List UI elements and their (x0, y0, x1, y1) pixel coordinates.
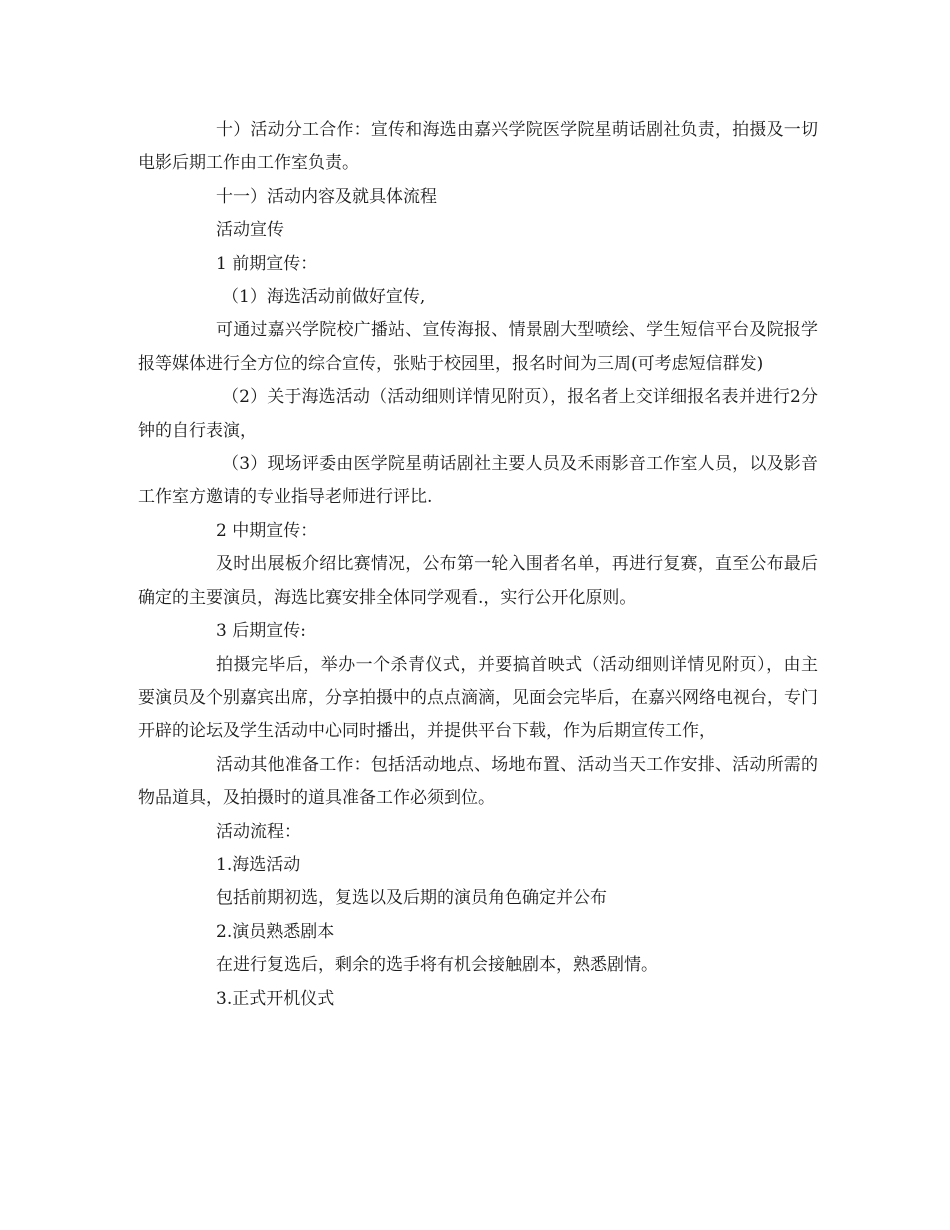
paragraph-judges: （3）现场评委由医学院星萌话剧社主要人员及禾雨影音工作室人员，以及影音工作室方邀请的专业指导老师进行评比. (138, 454, 818, 508)
heading-activity-process: 活动流程： (216, 821, 301, 842)
paragraph-division-of-work: 十）活动分工合作：宣传和海选由嘉兴学院医学院星萌话剧社负责，拍摄及一切电影后期工作由工作室负责。 (138, 120, 818, 174)
heading-promotion: 活动宣传 (216, 220, 284, 241)
step-script-detail: 在进行复选后，剩余的选手将有机会接触剧本，熟悉剧情。 (216, 955, 658, 976)
step-opening-ceremony: 3.正式开机仪式 (216, 988, 335, 1009)
paragraph-media-channels: 可通过嘉兴学院校广播站、宣传海报、情景剧大型喷绘、学生短信平台及院报学报等媒体进行全方位的综合宣传，张贴于校园里，报名时间为三周(可考虑短信群发) (138, 320, 818, 374)
heading-early-promotion: 1 前期宣传： (216, 253, 318, 274)
paragraph-mid-promotion: 及时出展板介绍比赛情况，公布第一轮入围者名单，再进行复赛，直至公布最后确定的主要演员，海选比赛安排全体同学观看.，实行公开化原则。 (138, 554, 818, 608)
step-audition: 1.海选活动 (216, 854, 301, 875)
paragraph-late-promotion: 拍摄完毕后，举办一个杀青仪式，并要搞首映式（活动细则详情见附页），由主要演员及个别嘉宾出席，分享拍摄中的点点滴滴，见面会完毕后，在嘉兴网络电视台，专门开辟的论坛及学生活动中心同时播出，并提供平台下载，作为后期宣传工作， (138, 654, 818, 742)
paragraph-other-preparation: 活动其他准备工作：包括活动地点、场地布置、活动当天工作安排、活动所需的物品道具，及拍摄时的道具准备工作必须到位。 (138, 754, 818, 809)
step-audition-detail: 包括前期初选，复选以及后期的演员角色确定并公布 (216, 888, 607, 909)
document-body (138, 114, 818, 1016)
step-script-familiarization: 2.演员熟悉剧本 (216, 921, 335, 942)
paragraph-audition-registration: （2）关于海选活动（活动细则详情见附页），报名者上交详细报名表并进行2分钟的自行表演， (138, 387, 818, 441)
heading-content-and-process: 十一）活动内容及就具体流程 (216, 186, 437, 207)
heading-late-promotion: 3 后期宣传: (216, 621, 306, 642)
paragraph-audition-promotion: （1）海选活动前做好宣传, (222, 287, 426, 308)
heading-mid-promotion: 2 中期宣传： (216, 520, 318, 541)
